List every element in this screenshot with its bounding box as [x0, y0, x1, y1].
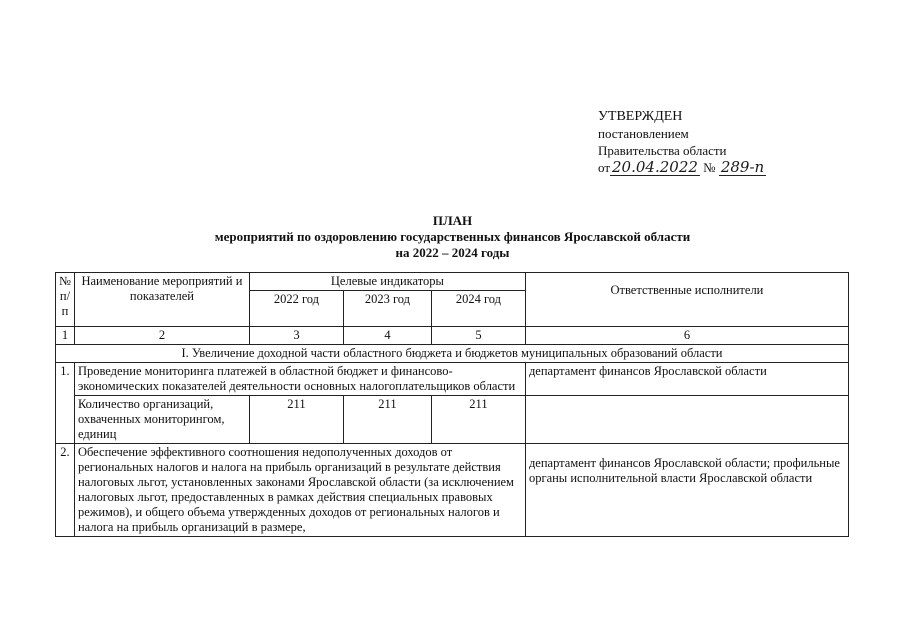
approval-number-sign: № — [703, 160, 716, 175]
table-header-row — [56, 273, 849, 291]
header-year-2023: 2023 год — [343, 291, 431, 327]
column-number-6: 6 — [525, 327, 848, 345]
document-subtitle: мероприятий по оздоровлению государственных финансов Ярославской области — [214, 229, 691, 244]
row-activity-text: Проведение мониторинга платежей в областной бюджет и финансово-экономических показателей деятельности основных налогоплательщиков области — [74, 363, 525, 396]
approval-date-line — [598, 159, 766, 176]
section-row — [56, 345, 849, 363]
column-number-4: 4 — [343, 327, 431, 345]
row-executor: департамент финансов Ярославской области; профильные органы исполнительной власти Ярославской области — [525, 444, 848, 537]
row-number: 1. — [56, 363, 75, 444]
row-value-2022: 211 — [249, 396, 343, 444]
row-activity-text: Обеспечение эффективного соотношения недополученных доходов от региональных налогов и налога на прибыль организаций в результате действия налоговых льгот, установленных законами Ярославской области (за исключением налоговых льгот, предоставленных в рамках действия специальных правовых режимов), и общего объема утвержденных доходов от региональных налогов и налога на прибыль организаций в размере, — [74, 444, 525, 537]
approval-block — [598, 108, 766, 176]
row-value-2024: 211 — [431, 396, 525, 444]
approval-date: 20.04.2022 — [612, 158, 698, 176]
column-number-2: 2 — [74, 327, 249, 345]
header-indicators: Целевые индикаторы — [249, 273, 525, 291]
header-year-2024: 2024 год — [431, 291, 525, 327]
column-numbers-row — [56, 327, 849, 345]
approval-from-label: от — [598, 160, 611, 175]
row-indicator-name: Количество организаций, охваченных мониторингом, единиц — [74, 396, 249, 444]
approval-number: 289-п — [720, 158, 765, 176]
row-number: 2. — [56, 444, 75, 537]
header-num: № п/п — [56, 273, 75, 327]
approval-status: УТВЕРЖДЕН — [598, 109, 683, 124]
column-number-5: 5 — [431, 327, 525, 345]
header-year-2022: 2022 год — [249, 291, 343, 327]
column-number-3: 3 — [249, 327, 343, 345]
table-row-indicator — [56, 396, 849, 444]
row-executor: департамент финансов Ярославской области — [525, 363, 848, 396]
section-title: I. Увеличение доходной части областного бюджета и бюджетов муниципальных образований области — [56, 345, 849, 363]
row-executor-empty — [525, 396, 848, 444]
approval-line-3: Правительства области — [598, 143, 727, 158]
table-row — [56, 363, 849, 396]
column-number-1: 1 — [56, 327, 75, 345]
header-name: Наименование мероприятий и показателей — [74, 273, 249, 327]
row-value-2023: 211 — [343, 396, 431, 444]
document-years: на 2022 – 2024 годы — [395, 245, 510, 260]
table-row — [56, 444, 849, 537]
document-title: ПЛАН — [432, 213, 473, 228]
header-executors: Ответственные исполнители — [525, 273, 848, 327]
plan-table — [55, 272, 849, 537]
approval-line-2: постановлением — [598, 126, 689, 141]
